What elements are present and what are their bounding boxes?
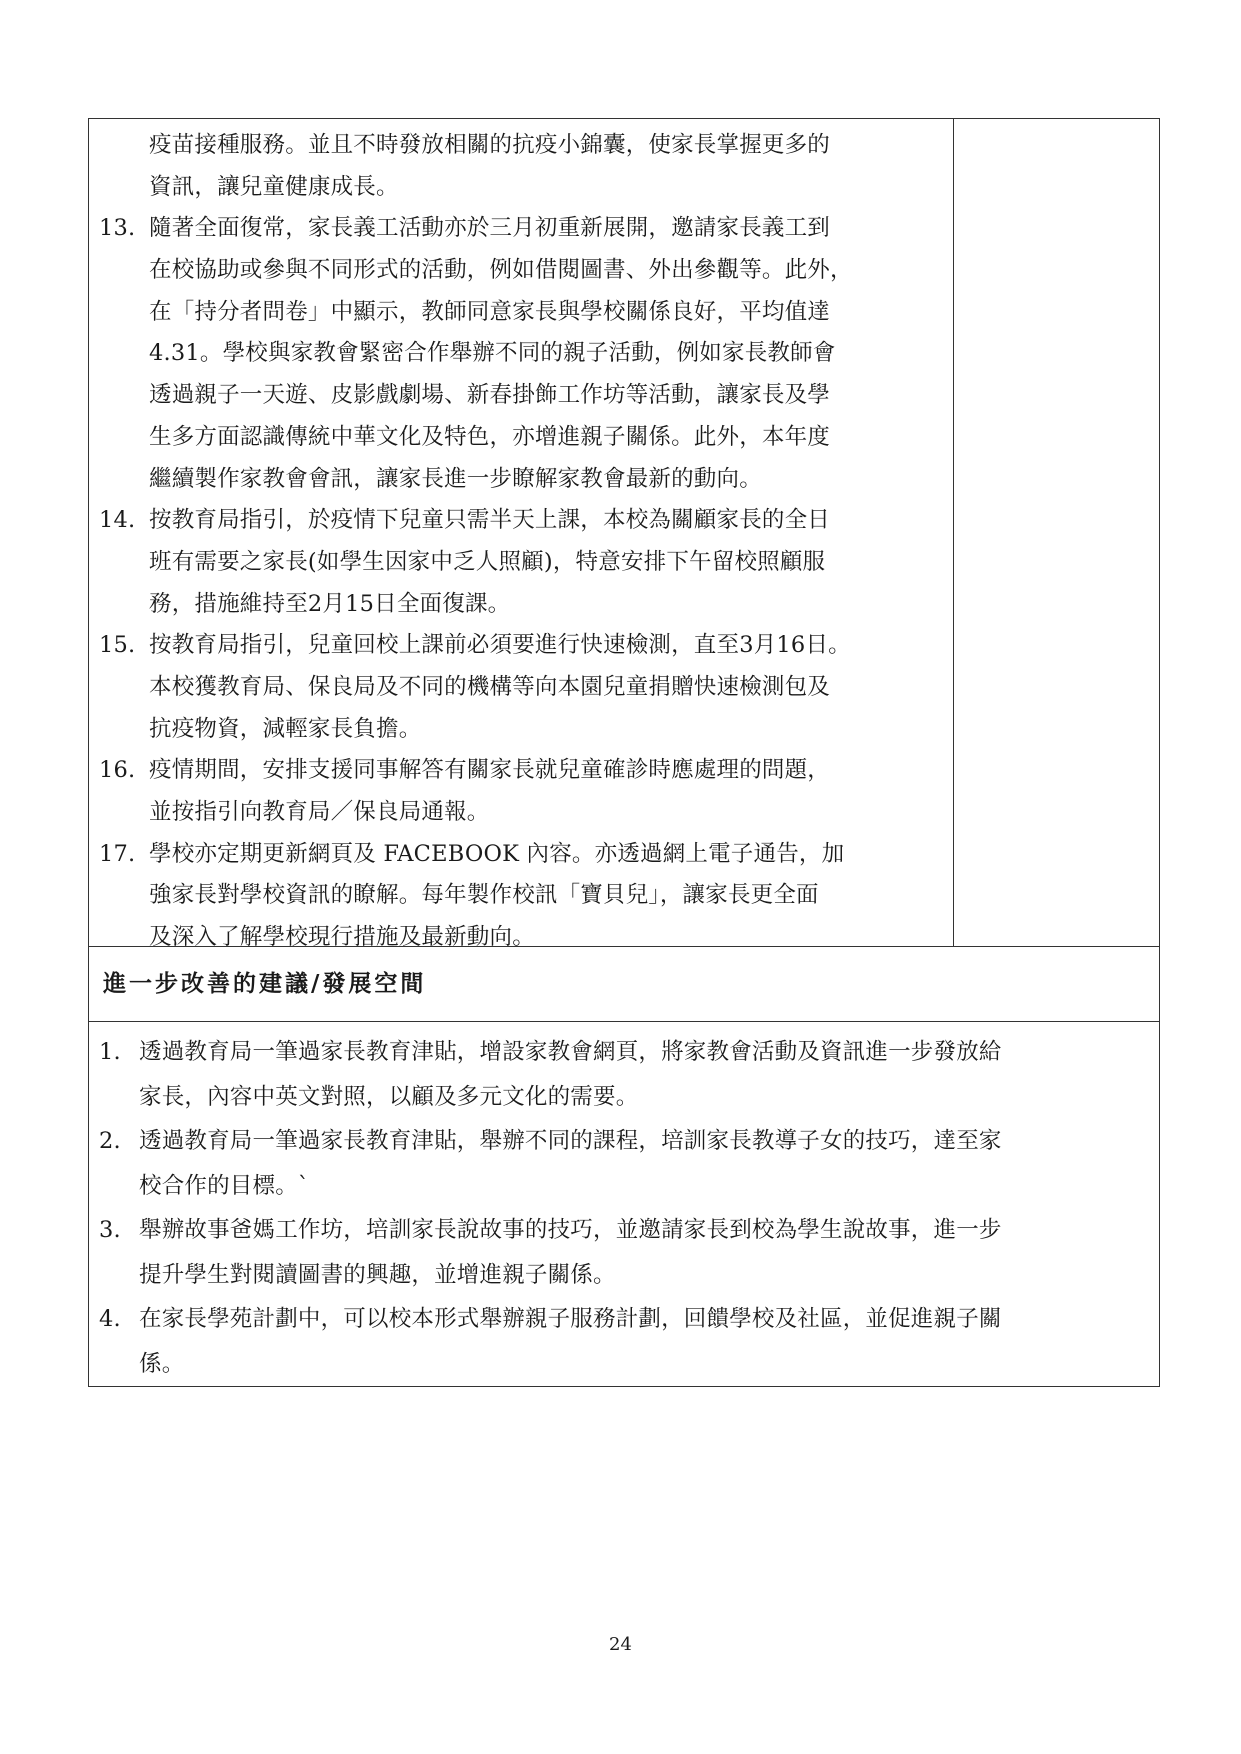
list-item-number: 17. [99, 840, 136, 867]
list-item-line [89, 834, 953, 876]
suggestion-item-text: 舉辦故事爸媽工作坊，培訓家長說故事的技巧，並邀請家長到校為學生說故事，進一步 [139, 1217, 1002, 1243]
list-item-text: 在「持分者問卷」中顯示，教師同意家長與學校關係良好，平均值達 [149, 298, 831, 325]
suggestion-item-number: 4. [99, 1306, 121, 1332]
list-item-line [89, 333, 953, 375]
list-item-text: 繼續製作家教會會訊，讓家長進一步瞭解家教會最新的動向。 [149, 465, 762, 492]
suggestion-item-number: 2. [99, 1128, 121, 1154]
suggestion-item-line [89, 1297, 1161, 1342]
list-item-text: 透過親子一天遊、皮影戲劇場、新春掛飾工作坊等活動，讓家長及學 [149, 382, 831, 409]
suggestion-item-text: 係。 [139, 1350, 185, 1377]
suggestion-item-line [89, 1075, 1161, 1120]
section-heading-row [88, 946, 1160, 1022]
suggestion-item-line [89, 1342, 1161, 1387]
suggestion-item-line [89, 1253, 1161, 1298]
list-item-number: 13. [99, 215, 136, 242]
column-divider [953, 119, 954, 946]
list-item-line [89, 417, 953, 459]
list-item-text: 資訊，讓兒童健康成長。 [149, 173, 399, 200]
list-item-line [89, 500, 953, 542]
list-item-text: 隨著全面復常，家長義工活動亦於三月初重新展開，邀請家長義工到 [149, 215, 831, 242]
suggestion-item-text: 在家長學苑計劃中，可以校本形式舉辦親子服務計劃，回饋學校及社區，並促進親子關 [139, 1306, 1002, 1332]
list-item-line [89, 125, 953, 167]
list-item-line [89, 792, 953, 834]
list-item-number: 16. [99, 757, 136, 784]
suggestion-item-line [89, 1208, 1161, 1253]
list-item-text: 疫苗接種服務。並且不時發放相關的抗疫小錦囊，使家長掌握更多的 [149, 132, 831, 158]
list-item-number: 14. [99, 507, 136, 534]
list-item-text: 強家長對學校資訊的瞭解。每年製作校訊「寶貝兒」，讓家長更全面 [149, 882, 819, 909]
list-item-line [89, 208, 953, 250]
suggestions-list [89, 1030, 1161, 1386]
list-item-text: 4.31。學校與家教會緊密合作舉辦不同的親子活動，例如家長教師會 [149, 340, 836, 367]
page-number: 24 [609, 1634, 632, 1655]
list-item-line [89, 875, 953, 917]
evaluation-table [88, 118, 1160, 951]
list-item-line [89, 459, 953, 501]
suggestion-item-number: 3. [99, 1217, 121, 1243]
list-item-line [89, 625, 953, 667]
list-item-text: 疫情期間，安排支援同事解答有關家長就兒童確診時應處理的問題， [149, 757, 831, 784]
section-heading: 進一步改善的建議/發展空間 [103, 971, 427, 997]
suggestion-item-line [89, 1164, 1161, 1209]
achievements-list [89, 125, 953, 959]
list-item-text: 在校協助或參與不同形式的活動，例如借閱圖書、外出參觀等。此外， [149, 257, 853, 284]
list-item-line [89, 584, 953, 626]
list-item-text: 班有需要之家長(如學生因家中乏人照顧)，特意安排下午留校照顧服 [149, 548, 826, 575]
list-item-line [89, 709, 953, 751]
suggestion-item-text: 透過教育局一筆過家長教育津貼，舉辦不同的課程，培訓家長教導子女的技巧，達至家 [139, 1128, 1002, 1154]
list-item-text: 按教育局指引，兒童回校上課前必須要進行快速檢測，直至3月16日。 [149, 632, 851, 659]
suggestions-table [88, 1021, 1160, 1387]
list-item-text: 及深入了解學校現行措施及最新動向。 [149, 924, 535, 951]
suggestion-item-text: 提升學生對閱讀圖書的興趣，並增進親子關係。 [139, 1261, 616, 1288]
suggestion-item-text: 校合作的目標。` [139, 1172, 310, 1199]
list-item-line [89, 292, 953, 334]
list-item-number: 15. [99, 632, 136, 659]
list-item-text: 務，措施維持至2月15日全面復課。 [149, 590, 511, 617]
list-item-text: 生多方面認識傳統中華文化及特色，亦增進親子關係。此外，本年度 [149, 423, 831, 450]
list-item-line [89, 250, 953, 292]
suggestion-item-number: 1. [99, 1039, 121, 1065]
list-item-line [89, 750, 953, 792]
suggestion-item-text: 家長，內容中英文對照，以顧及多元文化的需要。 [139, 1083, 639, 1110]
list-item-text: 學校亦定期更新網頁及 FACEBOOK 內容。亦透過網上電子通告，加 [149, 840, 845, 867]
list-item-line [89, 167, 953, 209]
list-item-line [89, 375, 953, 417]
suggestion-item-text: 透過教育局一筆過家長教育津貼，增設家教會網頁，將家教會活動及資訊進一步發放給 [139, 1039, 1002, 1065]
list-item-text: 本校獲教育局、保良局及不同的機構等向本園兒童捐贈快速檢測包及 [149, 673, 831, 700]
list-item-line [89, 542, 953, 584]
suggestion-item-line [89, 1030, 1161, 1075]
suggestion-item-line [89, 1119, 1161, 1164]
list-item-text: 按教育局指引，於疫情下兒童只需半天上課，本校為關顧家長的全日 [149, 507, 831, 534]
list-item-text: 抗疫物資，減輕家長負擔。 [149, 715, 422, 742]
list-item-text: 並按指引向教育局／保良局通報。 [149, 799, 490, 825]
list-item-line [89, 667, 953, 709]
